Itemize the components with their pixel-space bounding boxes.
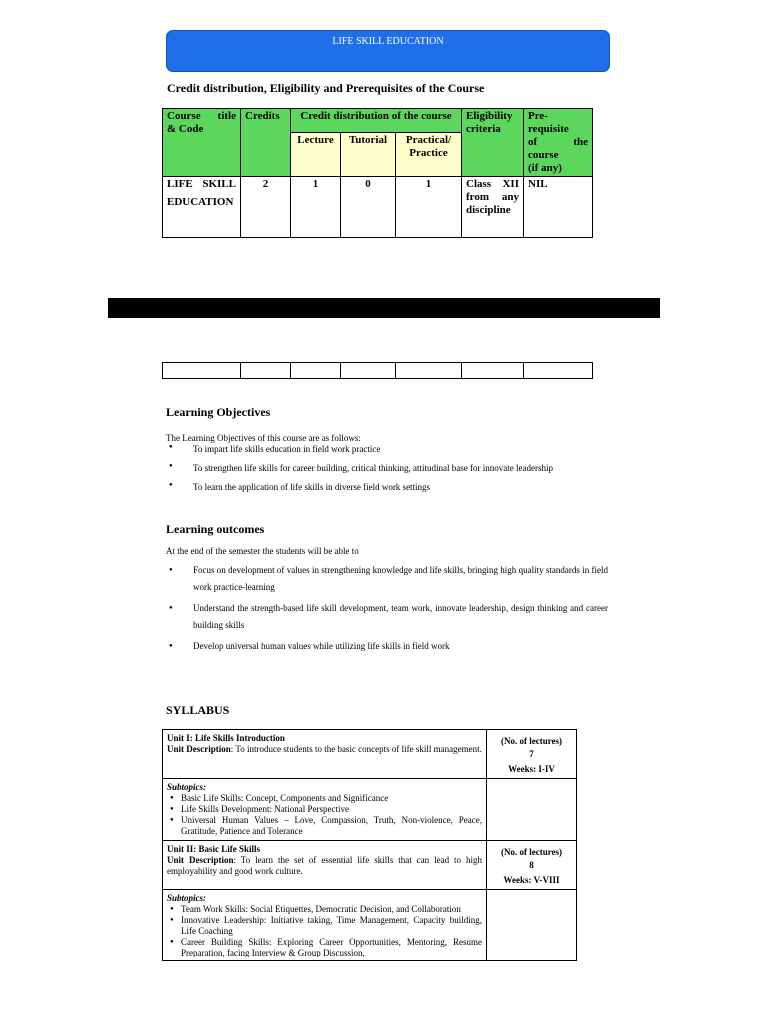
banner-title: LIFE SKILL EDUCATION — [332, 36, 444, 47]
outcomes-list — [166, 562, 608, 659]
list-item: ● Career Building Skills: Exploring Career Opportunities, Mentoring, Resume Preparation, facing Interview & Group Discussion, — [167, 937, 482, 957]
unit-subtopics: Subtopics: ● Basic Life Skills: Concept, Components and Significance ● Life Skills Development: National Perspective ● Universal Human Values – Love, Compassion, Truth, Non-violence, Peace, Gratitude, Patience and Tolerance — [163, 779, 487, 841]
unit-lectures: (No. of lectures) 8 Weeks: V-VIII — [487, 841, 577, 890]
black-bar — [108, 298, 660, 318]
header-credits: Credits — [241, 109, 291, 177]
outcomes-intro: At the end of the semester the students will be able to — [166, 546, 359, 556]
list-item: ● Innovative Leadership: Initiative taking, Time Management, Capacity building, Life Coaching — [167, 915, 482, 937]
table-row — [163, 730, 577, 779]
header-tutorial: Tutorial — [341, 133, 396, 177]
unit-header: Unit II: Basic Life Skills Unit Description: To learn the set of essential life skills that can lead to high employability and good work culture. — [163, 841, 487, 890]
unit-subtopics: Subtopics: ● Team Work Skills: Social Etiquettes, Democratic Decision, and Collaboration ● Innovative Leadership: Initiative taking, Time Management, Capacity building, Life Coaching ● Career Building Skills: Exploring Career Opportunities, Mentoring, Resume Preparation, facing Interview & Group Discussion, — [163, 890, 487, 961]
table-row — [163, 841, 577, 890]
objectives-intro: The Learning Objectives of this course are as follows: — [166, 433, 361, 443]
cell-tutorial: 0 — [341, 177, 396, 238]
list-item: ● To learn the application of life skills in diverse field work settings — [166, 482, 553, 492]
list-item: ● Life Skills Development: National Perspective — [167, 804, 482, 815]
header-lecture: Lecture — [291, 133, 341, 177]
cell-course-name: LIFE SKILL EDUCATION — [163, 177, 241, 238]
credit-distribution-table — [162, 108, 593, 238]
empty-table-row — [162, 362, 593, 379]
list-item: ● Team Work Skills: Social Etiquettes, Democratic Decision, and Collaboration — [167, 904, 482, 915]
learning-objectives-heading: Learning Objectives — [166, 405, 271, 419]
syllabus-table — [162, 729, 577, 961]
unit-title: Unit II: Basic Life Skills — [167, 844, 261, 854]
credit-section-heading: Credit distribution, Eligibility and Prerequisites of the Course — [167, 81, 485, 95]
learning-outcomes-heading: Learning outcomes — [166, 522, 265, 536]
cell-lecture: 1 — [291, 177, 341, 238]
cell-practical: 1 — [396, 177, 462, 238]
unit-title: Unit I: Life Skills Introduction — [167, 733, 285, 743]
list-item: ● Develop universal human values while utilizing life skills in field work — [166, 638, 608, 655]
table-row — [163, 890, 577, 961]
list-item: ● To strengthen life skills for career building, critical thinking, attitudinal base for innovate leadership — [166, 463, 553, 473]
list-item: ● Universal Human Values – Love, Compassion, Truth, Non-violence, Peace, Gratitude, Patience and Tolerance — [167, 815, 482, 837]
header-practical: Practical/ Practice — [396, 133, 462, 177]
course-title-banner — [166, 30, 610, 72]
list-item: ● To impart life skills education in field work practice — [166, 444, 553, 454]
syllabus-heading: SYLLABUS — [166, 703, 230, 717]
objectives-list — [166, 444, 553, 492]
unit-header: Unit I: Life Skills Introduction Unit Description: To introduce students to the basic concepts of life skill management. — [163, 730, 487, 779]
list-item: ● Basic Life Skills: Concept, Components and Significance — [167, 793, 482, 804]
cell-prerequisite: NIL — [524, 177, 593, 238]
header-prerequisite: Pre- requisite of the course (if any) — [524, 109, 593, 177]
unit-lectures: (No. of lectures) 7 Weeks: I-IV — [487, 730, 577, 779]
cell-credits: 2 — [241, 177, 291, 238]
header-course-title: Course title & Code — [163, 109, 241, 177]
list-item: ● Understand the strength-based life skill development, team work, innovate leadership, design thinking and career building skills — [166, 600, 608, 634]
header-credit-distribution: Credit distribution of the course — [291, 109, 462, 133]
cell-eligibility: Class XII from any discipline — [462, 177, 524, 238]
table-row — [163, 779, 577, 841]
header-eligibility: Eligibility criteria — [462, 109, 524, 177]
list-item: ● Focus on development of values in strengthening knowledge and life skills, bringing high quality standards in field work practice-learning — [166, 562, 608, 596]
